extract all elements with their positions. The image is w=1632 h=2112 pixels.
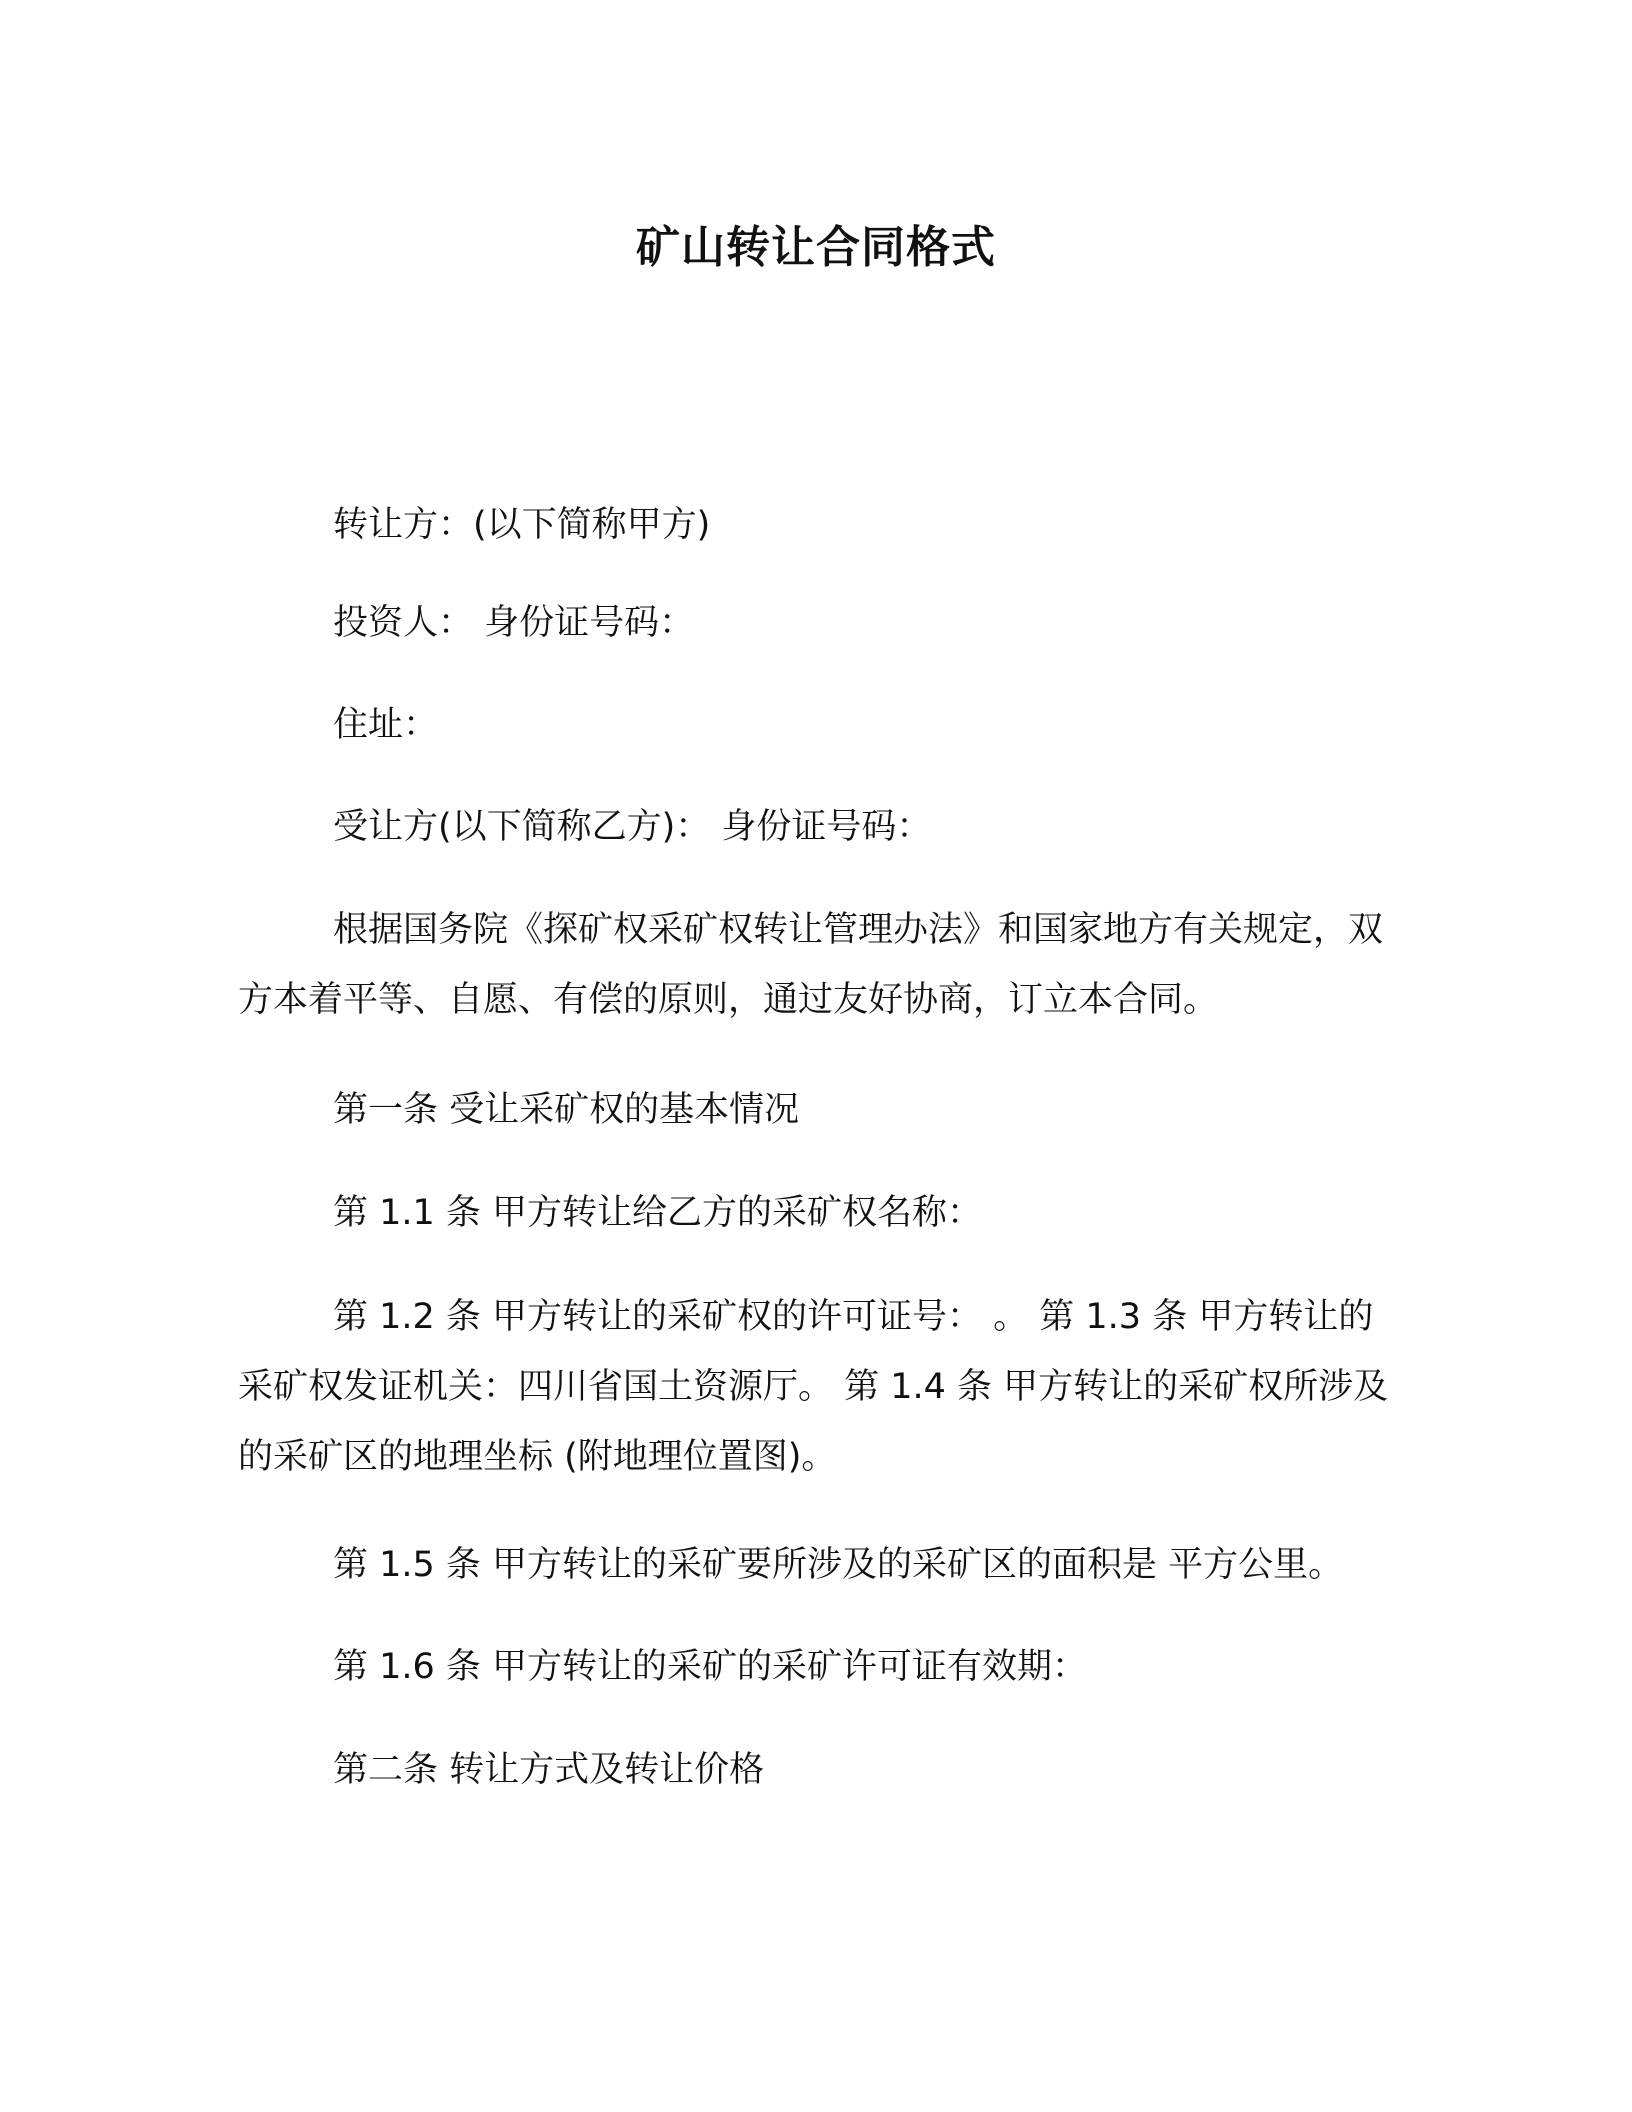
paragraph-address: 住址： xyxy=(333,705,439,745)
paragraph-article-1-6: 第 1.6 条 甲方转让的采矿的采矿许可证有效期： xyxy=(333,1647,1088,1687)
paragraph-article-1: 第一条 受让采矿权的基本情况 xyxy=(333,1090,800,1130)
paragraph-transferee: 受让方(以下简称乙方)： 身份证号码： xyxy=(333,807,932,847)
paragraph-investor: 投资人： 身份证号码： xyxy=(333,603,695,643)
paragraph-article-1-2-to-1-4: 第 1.2 条 甲方转让的采矿权的许可证号： 。 第 1.3 条 甲方转让的采矿权发证机关：四川省国土资源厅。 第 1.4 条 甲方转让的采矿权所涉及的采矿区的地理坐标 (附地理位置图)。 xyxy=(238,1297,1389,1477)
paragraph-article-1-1: 第 1.1 条 甲方转让给乙方的采矿权名称： xyxy=(333,1193,983,1233)
paragraph-article-1-5: 第 1.5 条 甲方转让的采矿要所涉及的采矿区的面积是 平方公里。 xyxy=(333,1545,1344,1585)
document-title: 矿山转让合同格式 xyxy=(636,222,996,273)
paragraph-transferor: 转让方：(以下简称甲方) xyxy=(333,505,711,545)
paragraph-article-2: 第二条 转让方式及转让价格 xyxy=(333,1750,765,1790)
paragraph-preamble: 根据国务院《探矿权采矿权转让管理办法》和国家地方有关规定，双方本着平等、自愿、有偿的原则，通过友好协商，订立本合同。 xyxy=(238,910,1384,1020)
